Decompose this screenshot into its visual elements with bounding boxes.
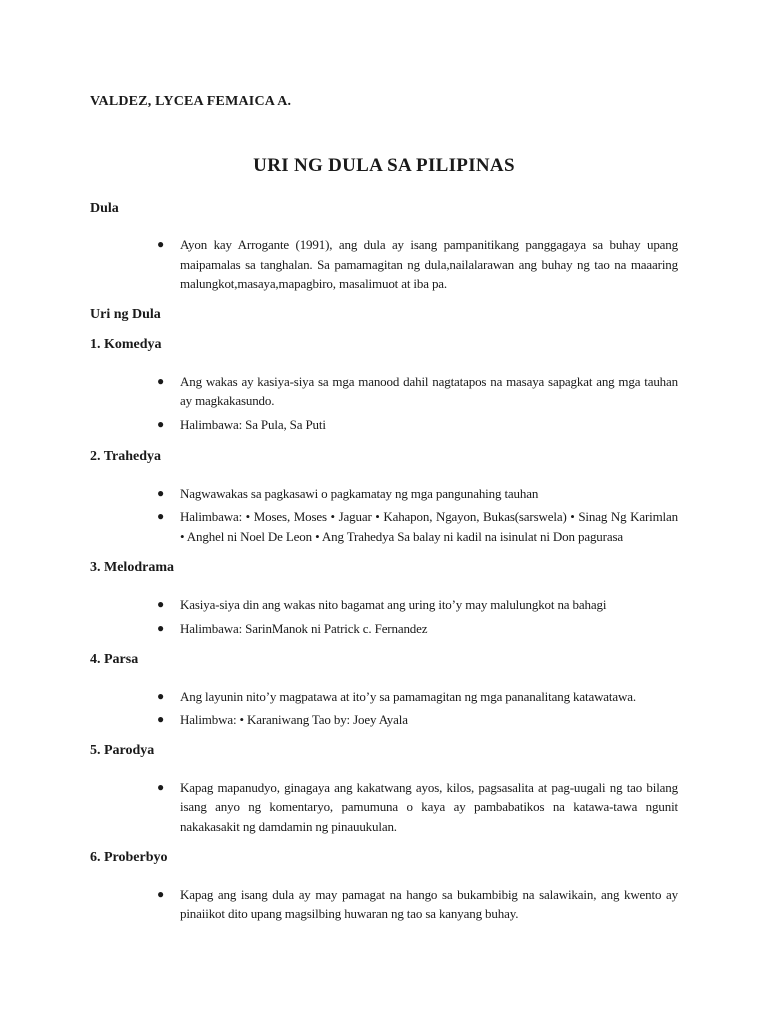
bullet-list xyxy=(90,235,678,294)
list-item xyxy=(90,595,678,615)
bullet-icon: ● xyxy=(157,779,165,794)
list-item-text: Halimbwa: • Karaniwang Tao by: Joey Ayala xyxy=(180,712,408,728)
bullet-list xyxy=(90,484,678,547)
list-item xyxy=(90,619,678,639)
list-item xyxy=(90,415,678,435)
list-item-text: Kasiya-siya din ang wakas nito bagamat ang uring ito’y may malulungkot na bahagi xyxy=(180,597,607,613)
bullet-icon: ● xyxy=(157,620,165,635)
section-heading: Uri ng Dula xyxy=(90,306,161,322)
document-content xyxy=(90,188,678,924)
list-item xyxy=(90,710,678,730)
list-item xyxy=(90,778,678,837)
bullet-icon: ● xyxy=(157,509,165,524)
list-item xyxy=(90,235,678,294)
list-item-text: Ang wakas ay kasiya-siya sa mga manood dahil nagtatapos na masaya sapagkat ang mga tauhan ay magkakasundo. xyxy=(180,373,678,409)
bullet-icon: ● xyxy=(157,712,165,727)
list-item-text: Ayon kay Arrogante (1991), ang dula ay isang pampanitikang panggagaya sa buhay upang maipamalas sa tanghalan. Sa pamamagitan ng dula,nailalarawan ang buhay ng tao na maaaring malungkot,masaya,mapagbiro, masalimuot at iba pa. xyxy=(180,237,678,292)
list-item xyxy=(90,484,678,504)
section-heading: 5. Parodya xyxy=(90,742,155,758)
section-heading: Dula xyxy=(90,201,119,216)
bullet-icon: ● xyxy=(157,485,165,500)
section-heading: 2. Trahedya xyxy=(90,448,162,464)
bullet-list xyxy=(90,778,678,837)
list-item xyxy=(90,687,678,707)
bullet-list xyxy=(90,595,678,638)
list-item-text: Kapag mapanudyo, ginagaya ang kakatwang ayos, kilos, pagsasalita at pag-uugali ng tao bilang isang anyo ng komentaryo, pamumuna o kaya ay pambabatikos na katawa-tawa ngunit nakakasakit ng damdamin ng pinauukulan. xyxy=(180,779,678,834)
section-heading: 3. Melodrama xyxy=(90,560,174,576)
list-item xyxy=(90,885,678,924)
bullet-icon: ● xyxy=(157,597,165,612)
bullet-icon: ● xyxy=(157,886,165,901)
document-title: URI NG DULA SA PILIPINAS xyxy=(253,155,515,176)
list-item xyxy=(90,507,678,546)
list-item-text: Halimbawa: SarinManok ni Patrick c. Fernandez xyxy=(180,620,428,636)
section-heading: 4. Parsa xyxy=(90,651,139,667)
bullet-icon: ● xyxy=(157,688,165,703)
list-item-text: Halimbawa: Sa Pula, Sa Puti xyxy=(180,416,326,432)
bullet-list xyxy=(90,885,678,924)
section-heading: 1. Komedya xyxy=(90,336,162,352)
list-item-text: Halimbawa: • Moses, Moses • Jaguar • Kahapon, Ngayon, Bukas(sarswela) • Sinag Ng Karimlan • Anghel ni Noel De Leon • Ang Trahedya Sa balay ni kadil na isinulat ni Don pagurasa xyxy=(180,509,678,544)
section-heading: 6. Proberbyo xyxy=(90,849,168,865)
author-name: VALDEZ, LYCEA FEMAICA A. xyxy=(90,94,292,109)
list-item-text: Ang layunin nito’y magpatawa at ito’y sa pamamagitan ng mga pananalitang katawatawa. xyxy=(180,688,636,704)
list-item-text: Kapag ang isang dula ay may pamagat na hango sa bukambibig na salawikain, ang kwento ay pinaiikot dito upang magsilbing huwaran ng tao sa kanyang buhay. xyxy=(180,886,678,922)
bullet-icon: ● xyxy=(157,373,165,388)
bullet-list xyxy=(90,687,678,730)
list-item-text: Nagwawakas sa pagkasawi o pagkamatay ng mga pangunahing tauhan xyxy=(180,485,539,501)
bullet-icon: ● xyxy=(157,416,165,431)
bullet-list xyxy=(90,372,678,435)
bullet-icon: ● xyxy=(157,237,165,251)
list-item xyxy=(90,372,678,411)
